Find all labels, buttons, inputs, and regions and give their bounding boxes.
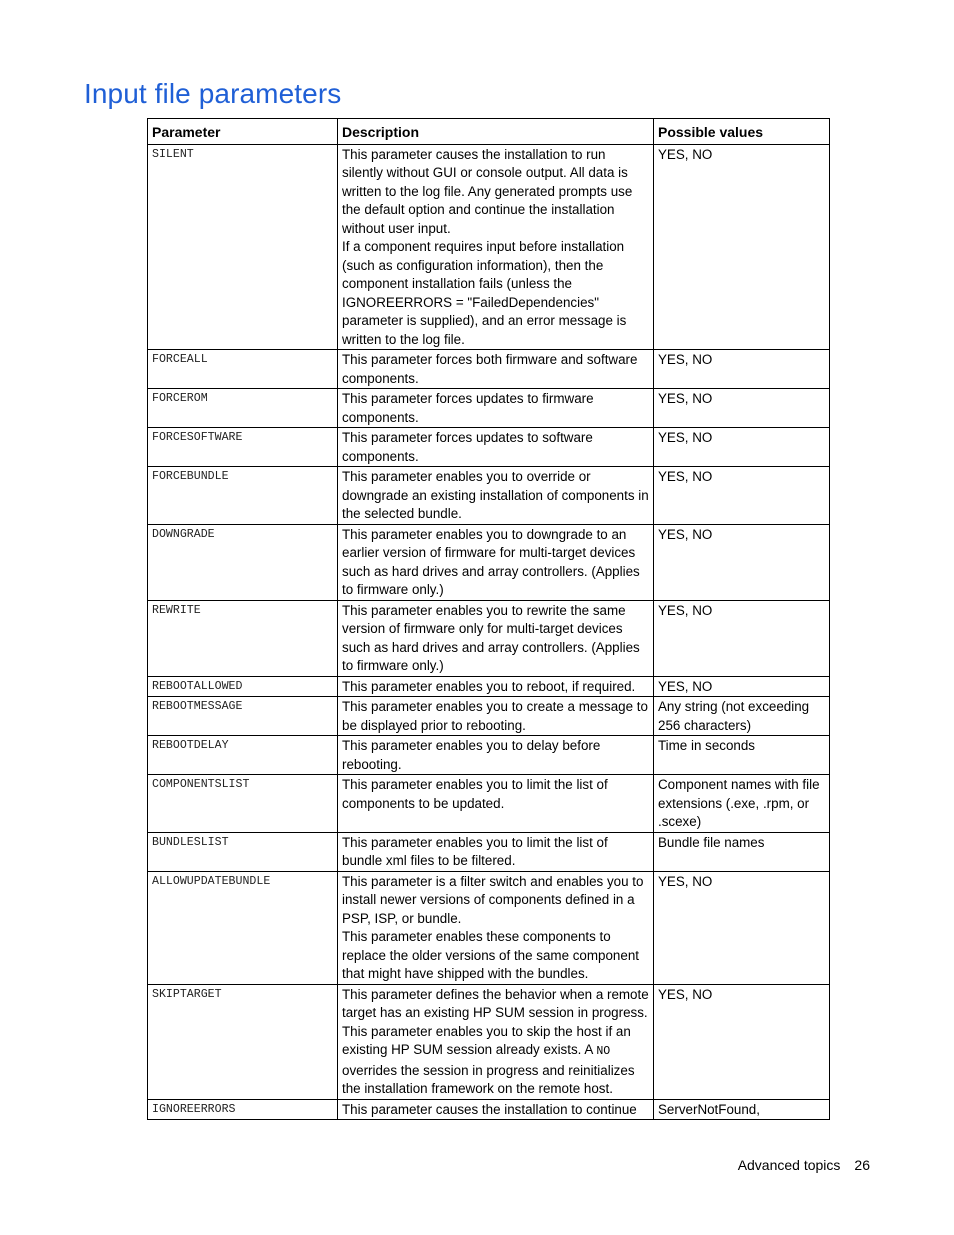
parameter-name: FORCEALL <box>148 350 338 389</box>
table-row <box>148 144 830 350</box>
possible-values: YES, NO <box>654 676 830 697</box>
possible-values: Bundle file names <box>654 832 830 871</box>
parameter-name: SILENT <box>148 144 338 350</box>
description-paragraph: This parameter is a filter switch and enables you to install newer versions of components defined in a PSP, ISP, or bundle. <box>342 873 644 926</box>
parameter-description: This parameter enables you to create a message to be displayed prior to rebooting. <box>338 697 654 736</box>
possible-values: YES, NO <box>654 389 830 428</box>
description-paragraph: This parameter causes the installation to run silently without GUI or console output. All data is written to the log file. Any generated prompts use the default option and continue the installation without user input. <box>342 146 633 236</box>
possible-values: Time in seconds <box>654 736 830 775</box>
description-text: This parameter defines the behavior when a remote target has an existing HP SUM session in progress. This parameter enables you to skip the host if an existing HP SUM session already exists. A <box>342 986 649 1057</box>
inline-code: NO <box>596 1045 611 1058</box>
table-row <box>148 389 830 428</box>
description-paragraph: If a component requires input before installation (such as configuration information), then the component installation fails (unless the IGNOREERRORS = "FailedDependencies" parameter is supplied), and an error message is written to the log file. <box>342 239 627 347</box>
table-row <box>148 984 830 1099</box>
parameter-description: This parameter forces updates to software components. <box>338 428 654 467</box>
possible-values: YES, NO <box>654 600 830 676</box>
table-row <box>148 832 830 871</box>
parameter-description: This parameter enables you to reboot, if required. <box>338 676 654 697</box>
table-row <box>148 775 830 833</box>
description-paragraph: This parameter enables these components to replace the older versions of the same component that might have shipped with the bundles. <box>342 929 639 981</box>
parameter-description <box>338 871 654 984</box>
table-row <box>148 467 830 525</box>
possible-values: YES, NO <box>654 524 830 600</box>
table-row <box>148 697 830 736</box>
parameter-description: This parameter enables you to delay before rebooting. <box>338 736 654 775</box>
parameter-description <box>338 144 654 350</box>
parameter-description: This parameter forces updates to firmware components. <box>338 389 654 428</box>
parameter-description: This parameter enables you to limit the list of bundle xml files to be filtered. <box>338 832 654 871</box>
parameter-name: SKIPTARGET <box>148 984 338 1099</box>
parameter-description: This parameter enables you to downgrade to an earlier version of firmware for multi-target devices such as hard drives and array controllers. (Applies to firmware only.) <box>338 524 654 600</box>
possible-values: Component names with file extensions (.exe, .rpm, or .scexe) <box>654 775 830 833</box>
parameter-name: DOWNGRADE <box>148 524 338 600</box>
column-header-parameter: Parameter <box>148 119 338 145</box>
parameter-name: REWRITE <box>148 600 338 676</box>
table-row <box>148 600 830 676</box>
possible-values: YES, NO <box>654 871 830 984</box>
parameter-name: FORCESOFTWARE <box>148 428 338 467</box>
possible-values: YES, NO <box>654 144 830 350</box>
page-footer <box>738 1157 870 1173</box>
possible-values: YES, NO <box>654 984 830 1099</box>
parameters-table <box>147 118 830 1120</box>
possible-values: Any string (not exceeding 256 characters) <box>654 697 830 736</box>
column-header-description: Description <box>338 119 654 145</box>
table-row <box>148 1099 830 1120</box>
parameter-name: REBOOTDELAY <box>148 736 338 775</box>
parameter-description <box>338 984 654 1099</box>
possible-values: YES, NO <box>654 350 830 389</box>
possible-values: YES, NO <box>654 428 830 467</box>
page-number: 26 <box>854 1157 870 1173</box>
parameter-description: This parameter causes the installation to continue <box>338 1099 654 1120</box>
parameter-description: This parameter enables you to rewrite the same version of firmware only for multi-target devices such as hard drives and array controllers. (Applies to firmware only.) <box>338 600 654 676</box>
possible-values: ServerNotFound, <box>654 1099 830 1120</box>
parameter-name: FORCEBUNDLE <box>148 467 338 525</box>
table-row <box>148 350 830 389</box>
table-row <box>148 428 830 467</box>
parameter-description: This parameter enables you to override or downgrade an existing installation of components in the selected bundle. <box>338 467 654 525</box>
table-row <box>148 676 830 697</box>
possible-values: YES, NO <box>654 467 830 525</box>
table-row <box>148 524 830 600</box>
parameter-name: REBOOTALLOWED <box>148 676 338 697</box>
parameter-name: COMPONENTSLIST <box>148 775 338 833</box>
parameter-name: ALLOWUPDATEBUNDLE <box>148 871 338 984</box>
parameter-name: FORCEROM <box>148 389 338 428</box>
column-header-possible-values: Possible values <box>654 119 830 145</box>
parameter-description: This parameter enables you to limit the list of components to be updated. <box>338 775 654 833</box>
page-title: Input file parameters <box>84 78 342 109</box>
table-row <box>148 871 830 984</box>
description-text: overrides the session in progress and reinitializes the installation framework on the remote host. <box>342 1062 635 1096</box>
parameter-name: REBOOTMESSAGE <box>148 697 338 736</box>
table-header-row <box>148 119 830 145</box>
footer-section-title: Advanced topics <box>737 1157 841 1173</box>
parameter-description: This parameter forces both firmware and software components. <box>338 350 654 389</box>
parameter-name: BUNDLESLIST <box>148 832 338 871</box>
table-row <box>148 736 830 775</box>
parameter-name: IGNOREERRORS <box>148 1099 338 1120</box>
